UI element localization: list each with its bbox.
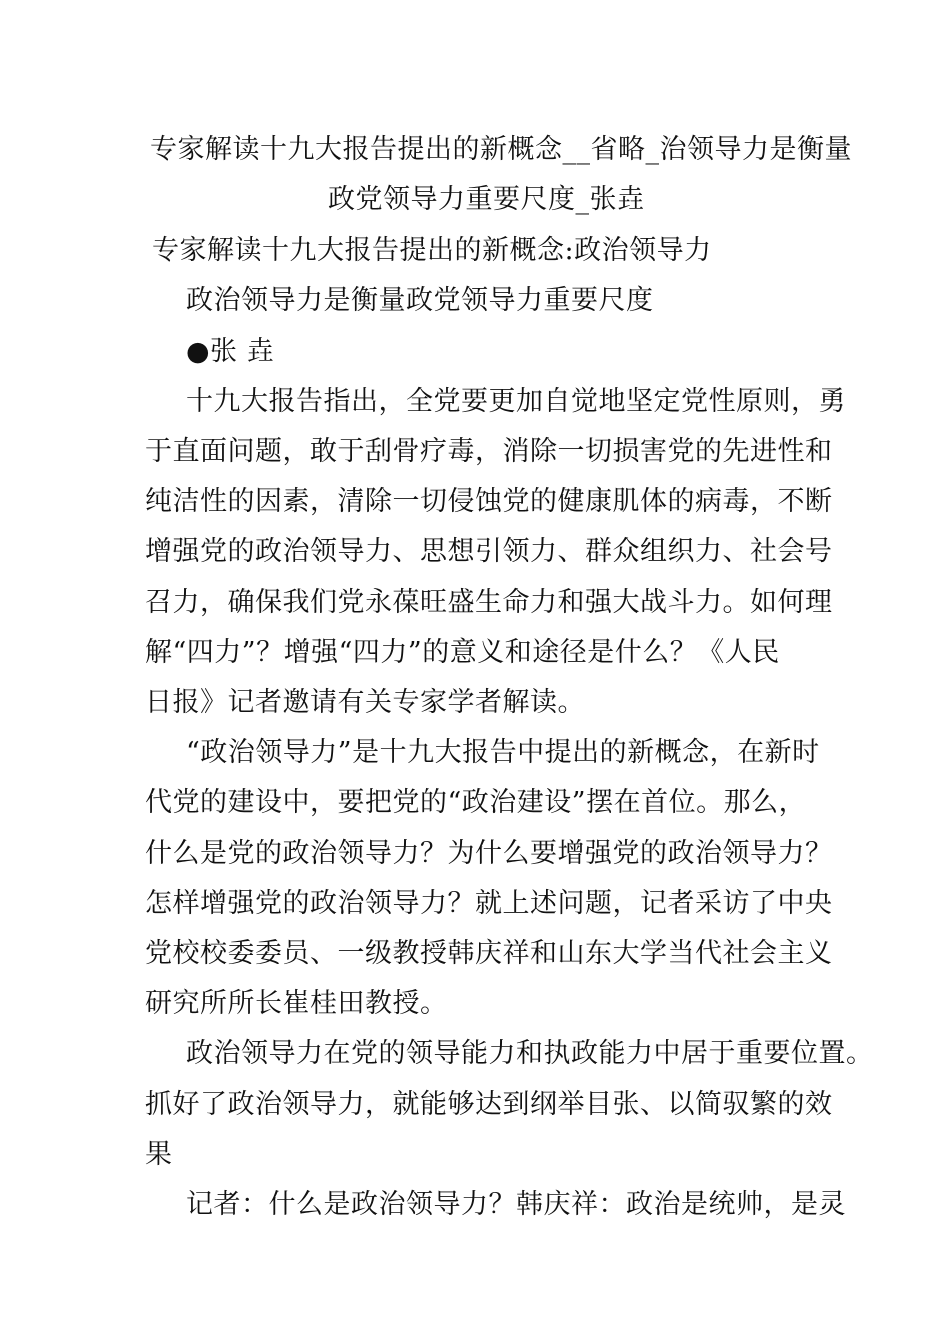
paragraph-3-line: 政治领导力在党的领导能力和执政能力中居于重要位置。	[186, 1038, 874, 1069]
document-title-line-2: 政党领导力重要尺度_张垚	[328, 184, 645, 215]
article-subheadline: 政治领导力是衡量政党领导力重要尺度	[186, 285, 654, 316]
paragraph-3-line: 抓好了政治领导力，就能够达到纲举目张、以简驭繁的效	[145, 1089, 833, 1120]
paragraph-1-line: 解“四力”？增强“四力”的意义和途径是什么？《人民	[145, 637, 780, 668]
paragraph-1-line: 增强党的政治领导力、思想引领力、群众组织力、社会号	[145, 536, 833, 567]
article-byline: ●张 垚	[186, 336, 275, 367]
document-title-line-1: 专家解读十九大报告提出的新概念__省略_治领导力是衡量	[150, 134, 852, 165]
paragraph-2-line: 党校校委委员、一级教授韩庆祥和山东大学当代社会主义	[145, 938, 833, 969]
article-headline: 专家解读十九大报告提出的新概念:政治领导力	[152, 235, 712, 266]
paragraph-1-line: 召力，确保我们党永葆旺盛生命力和强大战斗力。如何理	[145, 587, 833, 618]
paragraph-4-line: 记者：什么是政治领导力？韩庆祥：政治是统帅，是灵	[186, 1189, 846, 1220]
paragraph-3-line: 果	[145, 1139, 173, 1170]
paragraph-2-line: 代党的建设中，要把党的“政治建设”摆在首位。那么，	[145, 787, 807, 818]
paragraph-1-line: 纯洁性的因素，清除一切侵蚀党的健康肌体的病毒，不断	[145, 486, 833, 517]
paragraph-2-line: 什么是党的政治领导力？为什么要增强党的政治领导力？	[145, 838, 833, 869]
paragraph-1-line: 于直面问题，敢于刮骨疗毒，消除一切损害党的先进性和	[145, 436, 833, 467]
paragraph-2-line: “政治领导力”是十九大报告中提出的新概念，在新时	[186, 737, 820, 768]
paragraph-2-line: 研究所所长崔桂田教授。	[145, 988, 448, 1019]
paragraph-1-line: 十九大报告指出，全党要更加自觉地坚定党性原则，勇	[186, 386, 846, 417]
paragraph-2-line: 怎样增强党的政治领导力？就上述问题，记者采访了中央	[145, 888, 833, 919]
paragraph-1-line: 日报》记者邀请有关专家学者解读。	[145, 687, 585, 718]
